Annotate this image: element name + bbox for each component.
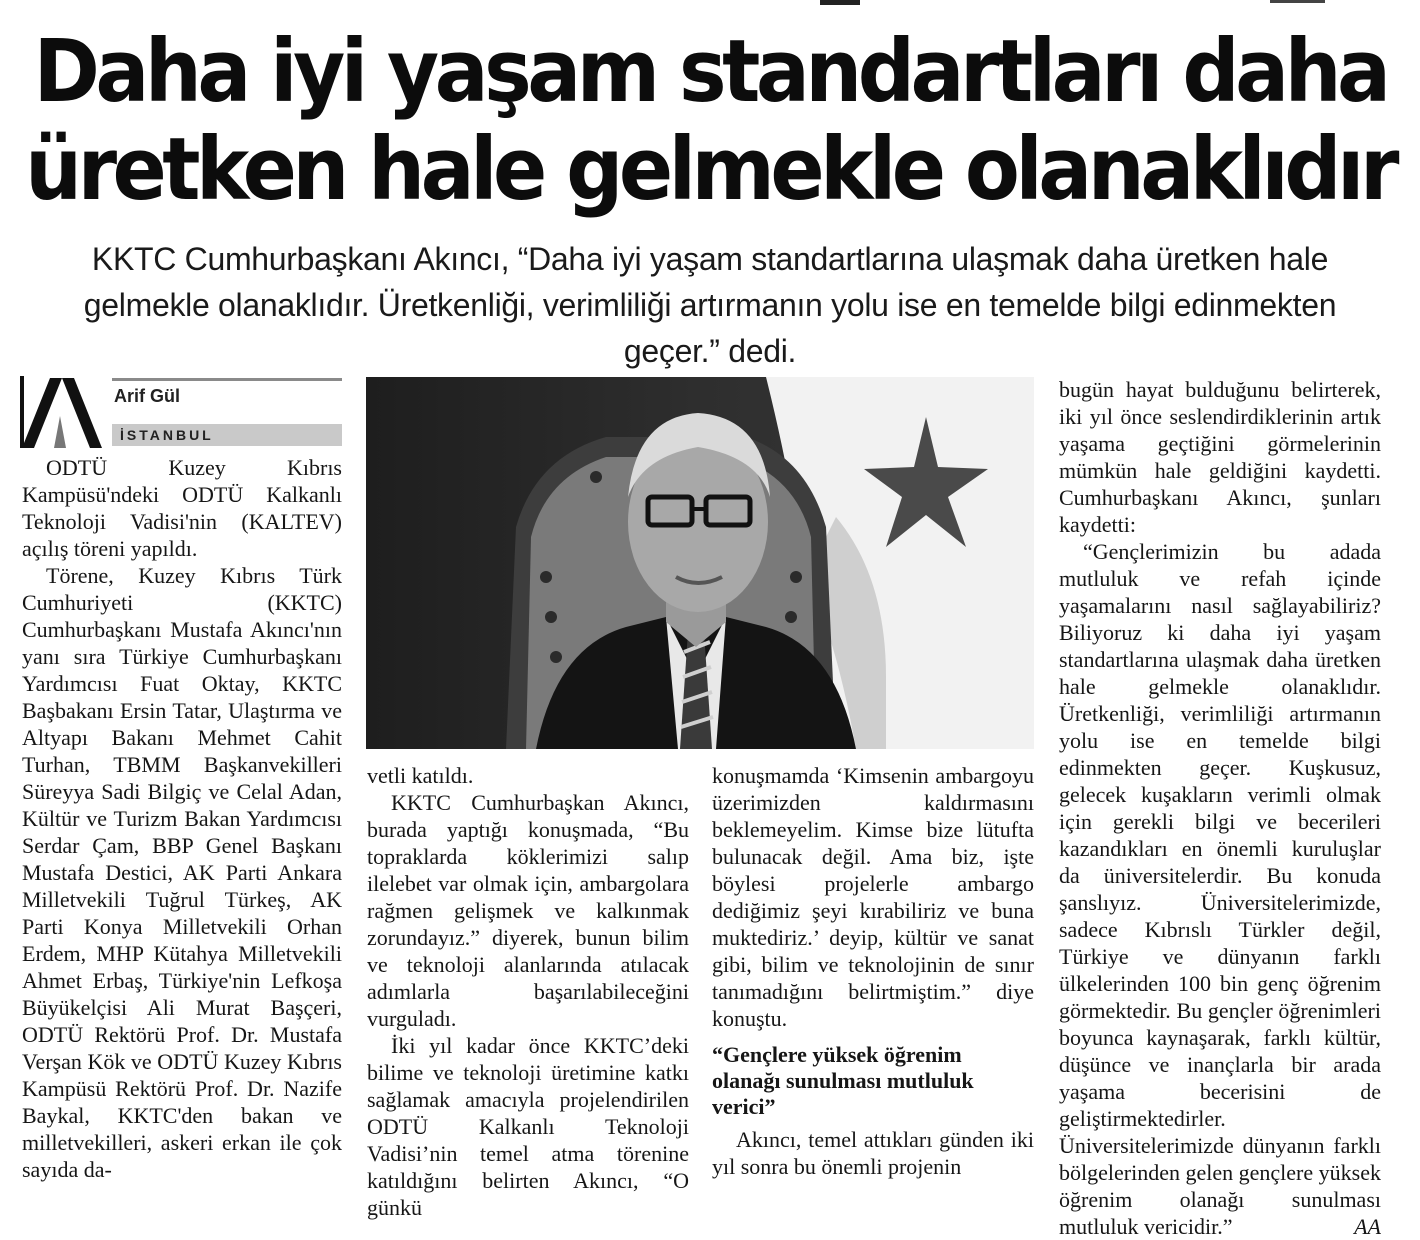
article-subheading: “Gençlere yüksek öğrenim olanağı sunulması mutluluk verici” — [712, 1042, 974, 1119]
source-signature: AA — [1354, 1214, 1381, 1239]
article-column-2 — [367, 762, 689, 1221]
top-rule — [0, 0, 1420, 8]
photo-portrait-image — [366, 377, 1034, 749]
headline-line-2: üretken hale gelmekle olanaklıdır — [25, 119, 1395, 220]
article-paragraph: Akıncı, temel attıkları günden iki yıl sonra bu önemli projenin — [712, 1127, 1034, 1179]
article-paragraph: vetli katıldı. — [367, 763, 474, 788]
article-paragraph: konuşmamda ‘Kimsenin ambargoyu üzerimizden kaldırmasını beklemeyelim. Kimse bize lütufta bulunacak değil. Ama biz, işte böylesi projelerle ambargo dediğimiz şeyi kırabiliriz ve buna muktediriz.’ deyip, kültür ve sanat gibi, bilim ve teknolojinin de sınır tanımadığını belirtmiştim.” diye konuştu. — [712, 763, 1034, 1031]
article-paragraph: Törene, Kuzey Kıbrıs Türk Cumhuriyeti (KKTC) Cumhurbaşkanı Mustafa Akıncı'nın yanı sıra Türkiye Cumhurbaşkanı Yardımcısı Fuat Oktay, KKTC Başbakanı Ersin Tatar, Ulaştırma ve Altyapı Bakanı Mehmet Cahit Turhan, TBMM Başkanvekilleri Süreyya Sadi Bilgiç ve Celal Adan, Kültür ve Turizm Bakan Yardımcısı Serdar Çam, BBP Genel Başkanı Mustafa Destici, AK Parti Ankara Milletvekili Tuğrul Türkeş, AK Parti Konya Milletvekili Orhan Erdem, MHP Kütahya Milletvekili Ahmet Erbaş, Türkiye'nin Lefkoşa Büyükelçisi Ali Murat Başçeri, ODTÜ Rektörü Prof. Dr. Mustafa Verşan Kök ve ODTÜ Kuzey Kıbrıs Kampüsü Rektörü Prof. Dr. Nazife Baykal, KKTC'den bakan ve milletvekilleri, askeri erkan ile çok sayıda da- — [22, 563, 342, 1182]
newspaper-a-logo-icon — [20, 376, 104, 448]
top-rule-mark — [1270, 0, 1325, 3]
byline-rule — [112, 378, 342, 381]
article-column-4 — [1059, 376, 1381, 1240]
lede-paragraph: KKTC Cumhurbaşkanı Akıncı, “Daha iyi yaşam standartlarına ulaşmak daha üretken hale gelmekle olanaklıdır. Üretkenliği, verimliliği artırmanın yolu ise en temelde bilgi edinmekten geçer.” dedi. — [83, 241, 1337, 369]
headline-line-1: Daha iyi yaşam standartları daha — [33, 20, 1387, 122]
article-paragraph — [1059, 538, 1381, 1240]
byline-city: İSTANBUL — [112, 424, 342, 446]
byline — [20, 376, 342, 448]
article-paragraph: KKTC Cumhurbaşkan Akıncı, burada yaptığı konuşmada, “Bu topraklarda köklerimizi salıp ilelebet var olmak için, ambargolara rağmen gelişmek ve kalkınmak zorundayız.” diyerek, bunun bilim ve teknoloji alanlarında atılacak adımlarla başarılabileceğini vurguladı. — [367, 790, 689, 1031]
headline — [20, 22, 1400, 219]
article-paragraph: ODTÜ Kuzey Kıbrıs Kampüsü'ndeki ODTÜ Kalkanlı Teknoloji Vadisi'nin (KALTEV) açılış töreni yapıldı. — [22, 455, 342, 561]
byline-author: Arif Gül — [114, 386, 180, 406]
article-paragraph: bugün hayat bulduğunu belirterek, iki yıl önce seslendirdiklerinin artık yaşama geçtiğini görmelerinin mümkün hale geldiğini kaydetti. Cumhurbaşkanı Akıncı, şunları kaydetti: — [1059, 377, 1381, 537]
article-column-3 — [712, 762, 1034, 1180]
quote-text: “Gençlerimizin bu adada mutluluk ve refah içinde yaşamalarını nasıl sağlayabiliriz? Biliyoruz ki daha iyi yaşam standartlarına ulaşmak daha üretken hale gelmekle olanaklıdır. Üretkenliği, verimliliği artırmanın yolu ise en temelde bilgi edinmekten geçer. Kuşkusuz, gelecek kuşakların verimli olmak için gerekli bilgi ve becerileri kazandıkları en önemli kuruluşlar da üniversitelerdir. Bu konuda şanslıyız. Üniversitelerimizde, sadece Kıbrıslı Türkler değil, Türkiye ve dünyanın farklı ülkelerinden 100 bin genç öğrenim görmektedir. Bu gençler öğrenimleri boyunca kaynaşarak, farklı kültür, düşünce ve inançlarla bir arada yaşama becerisini de geliştirmektedirler. Üniversitelerimizde dünyanın farklı bölgelerinden gelen gençlere yüksek öğrenim olanağı sunulması mutluluk vericidir.” — [1059, 539, 1381, 1239]
article-photo — [366, 377, 1034, 749]
article-column-1 — [22, 454, 342, 1183]
article-paragraph: İki yıl kadar önce KKTC’deki bilime ve teknoloji üretimine katkı sağlamak amacıyla projelendirilen ODTÜ Kalkanlı Teknoloji Vadisi’nin temel atma törenine katıldığını belirten Akıncı, “O günkü — [367, 1033, 689, 1220]
top-rule-mark — [820, 0, 860, 5]
